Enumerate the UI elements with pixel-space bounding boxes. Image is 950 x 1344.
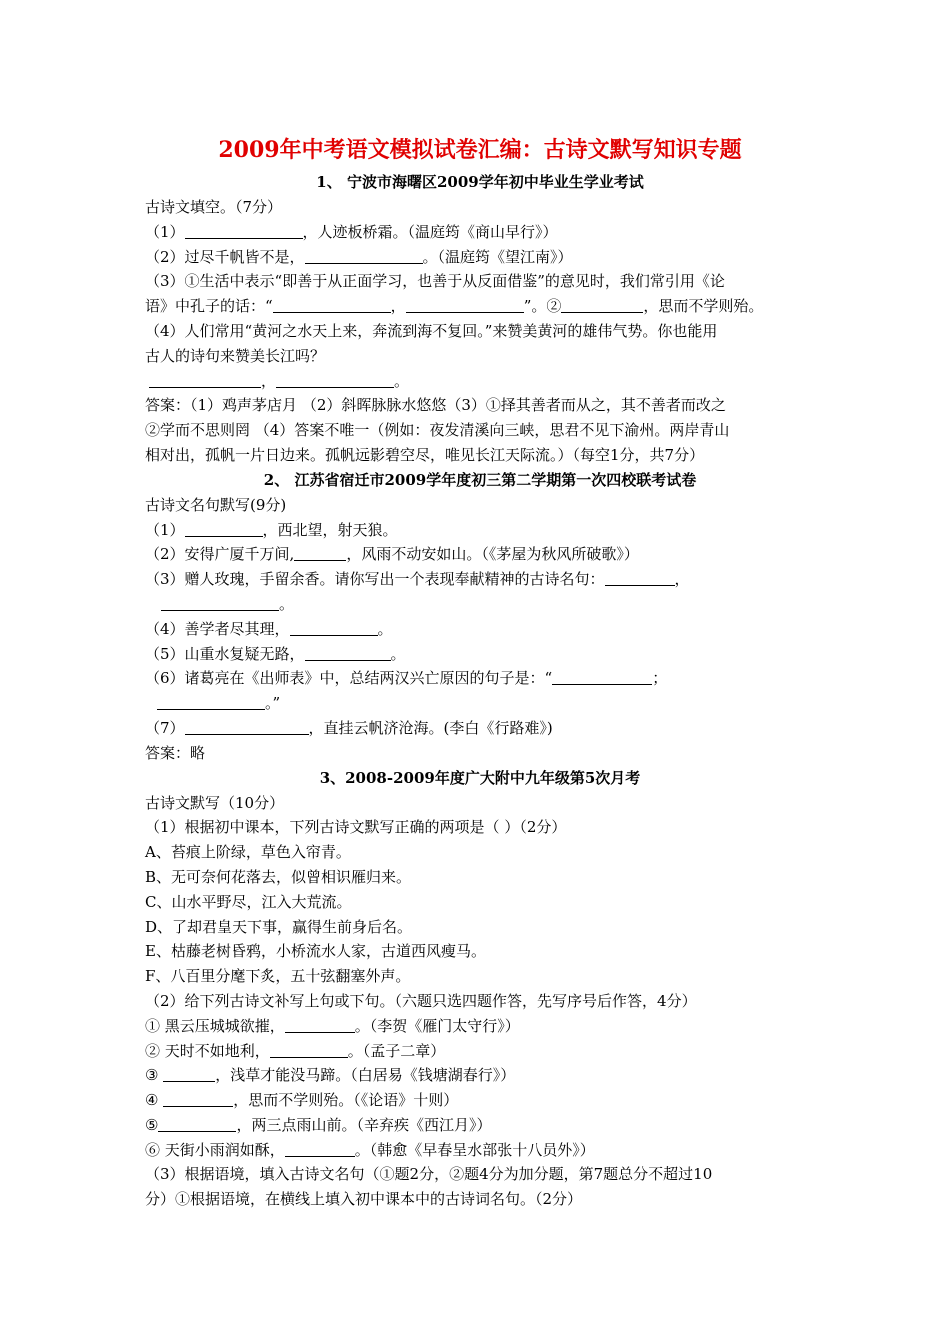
- s3-option-d: D、了却君皇天下事，赢得生前身后名。: [145, 917, 413, 936]
- s2-q1-text: ，西北望，射天狼。: [262, 520, 398, 539]
- answer-blank[interactable]: [305, 247, 423, 264]
- s2-q6-cont: [145, 691, 815, 716]
- s2-q1: [145, 518, 815, 543]
- s1-q3-text-a: 语》中孔子的话：“: [145, 297, 273, 316]
- s3-sub6-label: ⑥ 天街小雨润如酥，: [145, 1140, 285, 1159]
- s1-q3-line1: （3）①生活中表示“即善于从正面学习，也善于从反面借鉴”的意见时，我们常引用《论: [145, 272, 725, 291]
- s2-q3-comma: ，: [674, 570, 690, 589]
- s2-q3: [145, 567, 815, 592]
- s2-q2-label: （2）安得广厦千万间,: [145, 545, 295, 564]
- s2-q6-label: （6）诸葛亮在《出师表》中，总结两汉兴亡原因的句子是：“: [145, 669, 553, 688]
- s1-q2: [145, 245, 815, 270]
- s2-q3-period: 。: [279, 594, 295, 613]
- s2-q7-text: ，直挂云帆济沧海。(李白《行路难》): [308, 718, 553, 737]
- s1-q1-label: （1）: [145, 222, 185, 241]
- answer-blank[interactable]: [270, 1041, 348, 1058]
- s3-sub4-text: ，思而不学则殆。（《论语》十则）: [233, 1091, 459, 1110]
- answer-blank[interactable]: [161, 594, 279, 611]
- section-2-heading: 2、 江苏省宿迁市2009学年度初三第二学期第一次四校联考试卷: [263, 470, 697, 489]
- s2-q3-cont: [145, 592, 815, 617]
- s1-q4-line2: 古人的诗句来赞美长江吗？: [145, 346, 326, 365]
- s2-q2-text: ，风雨不动安如山。（《茅屋为秋风所破歌》）: [346, 545, 639, 564]
- s2-q1-label: （1）: [145, 520, 185, 539]
- answer-blank[interactable]: [561, 296, 643, 313]
- s2-q6-end: 。”: [265, 694, 281, 713]
- s3-sub5: [145, 1113, 815, 1138]
- s3-sub2-text: 。（孟子二章）: [347, 1041, 446, 1060]
- s1-q2-label: （2）过尽千帆皆不是，: [145, 247, 305, 266]
- s3-sub3: [145, 1063, 815, 1088]
- s1-q3-line2: [145, 294, 815, 319]
- document-body: [145, 134, 815, 1212]
- s3-option-c: C、山水平野尽，江入大荒流。: [145, 892, 352, 911]
- section-1-intro: 古诗文填空。（7分）: [145, 198, 283, 216]
- s1-answer-line2: ②学而不思则罔 （4）答案不唯一（例如：夜发清溪向三峡，思君不见下渝州。两岸青山: [145, 421, 730, 440]
- s2-q4: [145, 617, 815, 642]
- answer-blank[interactable]: [157, 693, 265, 710]
- s3-q1: （1）根据初中课本，下列古诗文默写正确的两项是（ ）（2分）: [145, 818, 567, 837]
- s1-q4-line1: （4）人们常用“黄河之水天上来，奔流到海不复回。”来赞美黄河的雄伟气势。你也能用: [145, 321, 718, 340]
- page-title: 2009年中考语文模拟试卷汇编：古诗文默写知识专题: [218, 137, 742, 163]
- s3-sub6: [145, 1138, 815, 1163]
- s1-q2-text: 。（温庭筠《望江南》）: [422, 247, 573, 266]
- s1-q3-text-d: ，思而不学则殆。: [643, 297, 764, 316]
- s3-q3-line1: （3）根据语境，填入古诗文名句（①题2分，②题4分为加分题，第7题总分不超过10: [145, 1165, 713, 1184]
- answer-blank[interactable]: [290, 619, 378, 636]
- s2-q4-label: （4）善学者尽其理，: [145, 619, 290, 638]
- s3-option-b: B、无可奈何花落去，似曾相识雁归来。: [145, 867, 412, 886]
- answer-blank[interactable]: [185, 520, 263, 537]
- s1-q4-comma: ，: [261, 371, 277, 390]
- answer-blank[interactable]: [406, 296, 524, 313]
- answer-blank[interactable]: [552, 668, 652, 685]
- answer-blank[interactable]: [149, 371, 261, 388]
- s2-q5-label: （5）山重水复疑无路，: [145, 644, 305, 663]
- s3-sub6-text: 。（韩愈《早春呈水部张十八员外》）: [354, 1140, 595, 1159]
- s3-sub3-label: ③: [145, 1066, 164, 1085]
- section-3-heading: 3、2008-2009年度广大附中九年级第5次月考: [319, 768, 641, 787]
- s1-q3-text-b: ，: [390, 297, 406, 316]
- s3-sub4: [145, 1088, 815, 1113]
- answer-blank[interactable]: [158, 1115, 236, 1132]
- answer-blank[interactable]: [605, 569, 675, 586]
- s3-option-e: E、枯藤老树昏鸦，小桥流水人家，古道西风瘦马。: [145, 942, 486, 961]
- s3-option-f: F、八百里分麾下炙，五十弦翻塞外声。: [145, 967, 411, 986]
- s1-answer-line1: 答案：（1）鸡声茅店月 （2）斜晖脉脉水悠悠（3）①择其善者而从之，其不善者而改之: [145, 396, 726, 415]
- answer-blank[interactable]: [285, 1016, 355, 1033]
- s2-answer: 答案：略: [145, 743, 206, 762]
- s2-q5-period: 。: [390, 644, 406, 663]
- s2-q6: [145, 666, 815, 691]
- s2-q7: [145, 716, 815, 741]
- answer-blank[interactable]: [185, 222, 303, 239]
- s2-q5: [145, 642, 815, 667]
- s1-q4-period: 。: [394, 371, 410, 390]
- s2-q4-period: 。: [377, 619, 393, 638]
- s1-q1-text: ，人迹板桥霜。（温庭筠《商山早行》）: [302, 222, 558, 241]
- s3-sub5-label: ⑤: [145, 1115, 159, 1134]
- s3-sub5-text: ，两三点雨山前。（辛弃疾《西江月》）: [236, 1115, 492, 1134]
- answer-blank[interactable]: [163, 1090, 233, 1107]
- answer-blank[interactable]: [305, 644, 391, 661]
- answer-blank[interactable]: [273, 296, 391, 313]
- s2-q2: [145, 542, 815, 567]
- s3-q3-line2: 分）①根据语境，在横线上填入初中课本中的古诗词名句。（2分）: [145, 1190, 583, 1209]
- answer-blank[interactable]: [185, 718, 309, 735]
- s3-sub1: [145, 1014, 815, 1039]
- s1-answer-line3: 相对出，孤帆一片日边来。孤帆远影碧空尽，唯见长江天际流。）（每空1分，共7分）: [145, 445, 705, 464]
- answer-blank[interactable]: [163, 1065, 215, 1082]
- section-1-heading: 1、 宁波市海曙区2009学年初中毕业生学业考试: [316, 173, 644, 191]
- answer-blank[interactable]: [285, 1140, 355, 1157]
- s3-sub2-label: ② 天时不如地利，: [145, 1041, 270, 1060]
- s2-q6-semicolon: ；: [652, 669, 668, 688]
- s3-sub1-label: ① 黑云压城城欲摧，: [145, 1016, 285, 1035]
- s1-q4-blanks: [145, 369, 815, 394]
- section-2-intro: 古诗文名句默写(9分): [145, 495, 287, 514]
- s1-q3-text-c: ”。②: [523, 297, 562, 316]
- s3-sub4-label: ④: [145, 1091, 164, 1110]
- s3-sub3-text: ，浅草才能没马蹄。（白居易《钱塘湖春行》）: [215, 1066, 516, 1085]
- s1-q1: [145, 220, 815, 245]
- s3-sub1-text: 。（李贺《雁门太守行》）: [354, 1016, 520, 1035]
- answer-blank[interactable]: [276, 371, 394, 388]
- answer-blank[interactable]: [294, 544, 346, 561]
- s3-sub2: [145, 1039, 815, 1064]
- s3-q2: （2）给下列古诗文补写上句或下句。（六题只选四题作答，先写序号后作答，4分）: [145, 991, 697, 1010]
- s2-q3-label: （3）赠人玫瑰，手留余香。请你写出一个表现奉献精神的古诗名句：: [145, 570, 605, 589]
- s2-q7-label: （7）: [145, 718, 185, 737]
- s3-option-a: A、苔痕上阶绿，草色入帘青。: [145, 843, 351, 862]
- section-3-intro: 古诗文默写（10分）: [145, 793, 285, 812]
